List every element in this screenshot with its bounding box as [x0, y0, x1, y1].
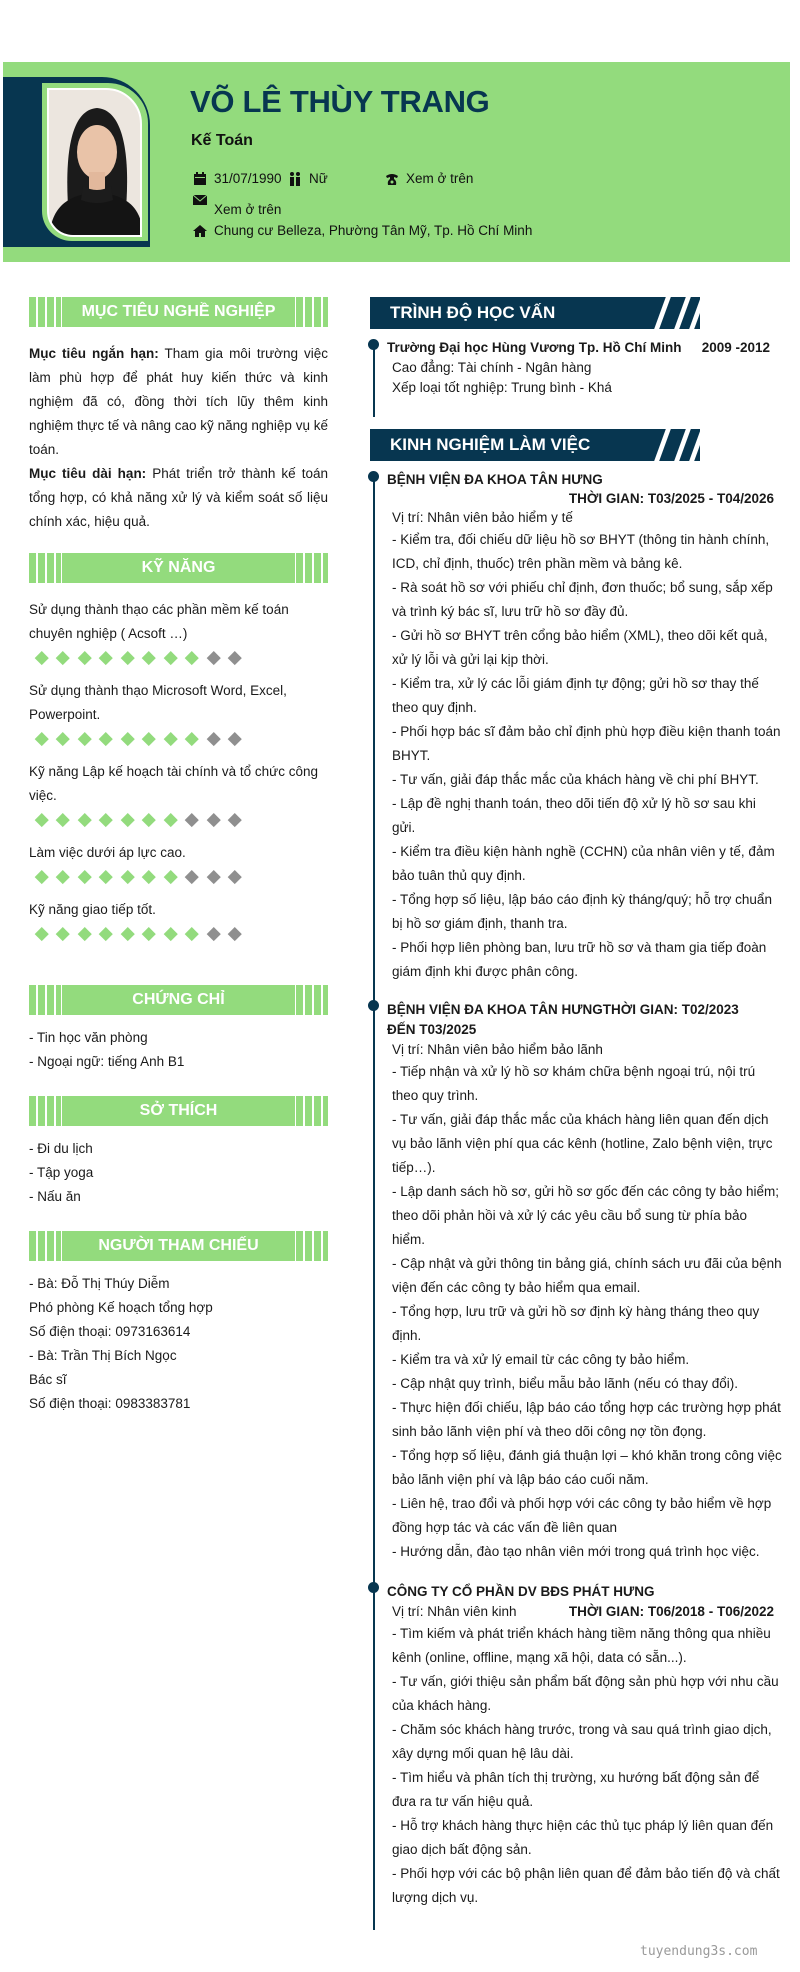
references-heading: NGƯỜI THAM CHIẾU: [29, 1231, 328, 1261]
hobby-item: - Nấu ăn: [29, 1189, 81, 1204]
hobby-item: - Đi du lịch: [29, 1141, 93, 1156]
job-duty: - Thực hiện đối chiếu, lập báo cáo tổng hợp các trường hợp phát sinh bảo lãnh viện phí và theo dõi công nợ tồn đọng.: [392, 1400, 781, 1439]
job-duty: - Kiểm tra, đối chiếu dữ liệu hồ sơ BHYT (thông tin hành chính, ICD, chỉ định, thuốc) trên phần mềm và bảng kê.: [392, 532, 770, 571]
skill-name: Kỹ năng Lập kế hoạch tài chính và tổ chức công việc.: [29, 764, 318, 803]
job-duty: - Tổng hợp số liệu, lập báo cáo định kỳ tháng/quý; hỗ trợ chuẩn bị hồ sơ giám định, thanh tra.: [392, 892, 772, 931]
rating-filled-icon: [164, 732, 177, 745]
rating-filled-icon: [35, 870, 48, 883]
gender-icon: [288, 172, 302, 186]
company-name: BỆNH VIỆN ĐA KHOA TÂN HƯNGTHỜI GIAN: T02/2023 ĐẾN T03/2025: [387, 1002, 739, 1037]
job-duty: - Phối hợp liên phòng ban, lưu trữ hồ sơ và tham gia tiếp đoàn giám định khi được phân công.: [392, 940, 767, 979]
job-duty: - Liên hệ, trao đổi và phối hợp với các công ty bảo hiểm về hợp đồng hợp tác và các vấn đề liên quan: [392, 1496, 772, 1535]
reference-line: Phó phòng Kế hoạch tổng hợp: [29, 1300, 213, 1315]
home-icon: [193, 224, 207, 238]
skill-item: [29, 898, 328, 946]
phone-icon: [385, 172, 399, 186]
rating-filled-icon: [142, 732, 155, 745]
rating-empty-icon: [185, 813, 198, 826]
job-duty: - Gửi hồ sơ BHYT trên cổng bảo hiểm (XML), theo dõi kết quả, xử lý lỗi và gửi lại kịp thời.: [392, 628, 768, 667]
rating-filled-icon: [78, 651, 91, 664]
rating-filled-icon: [99, 651, 112, 664]
rating-filled-icon: [164, 927, 177, 940]
job-duty: - Chăm sóc khách hàng trước, trong và sau quá trình giao dịch, xây dựng mối quan hệ lâu dài.: [392, 1722, 772, 1761]
watermark: tuyendung3s.com: [640, 1944, 758, 1959]
rating-filled-icon: [142, 927, 155, 940]
timeline-line: [373, 473, 375, 1930]
rating-filled-icon: [35, 651, 48, 664]
job-position: Vị trí: Nhân viên bảo hiểm y tế: [392, 510, 573, 525]
birthday-row: [193, 171, 282, 186]
rating-filled-icon: [121, 870, 134, 883]
rating-empty-icon: [207, 732, 220, 745]
objective-heading: MỤC TIÊU NGHỀ NGHIỆP: [29, 297, 328, 327]
phone-row: [385, 171, 473, 186]
gender-row: [288, 171, 328, 186]
skill-rating: [29, 808, 328, 832]
rating-filled-icon: [99, 870, 112, 883]
timeline-dot: [368, 339, 379, 350]
experience-entry: [387, 470, 782, 984]
skill-name: Sử dụng thành thạo các phần mềm kế toán chuyên nghiệp ( Acsoft …): [29, 602, 289, 641]
gender: Nữ: [309, 171, 328, 186]
skill-name: Sử dụng thành thạo Microsoft Word, Excel, Powerpoint.: [29, 683, 287, 722]
job-duty: - Hướng dẫn, đào tạo nhân viên mới trong quá trình học việc.: [392, 1544, 760, 1559]
rating-filled-icon: [121, 651, 134, 664]
skill-rating: [29, 922, 328, 946]
rating-filled-icon: [56, 870, 69, 883]
hobby-item: - Tập yoga: [29, 1165, 94, 1180]
job-position: Vị trí: Nhân viên bảo hiểm bảo lãnh: [392, 1042, 603, 1057]
job-duty: - Rà soát hồ sơ với phiếu chỉ định, đơn thuốc; bổ sung, sắp xếp và trình ký bác sĩ, lưu trữ hồ sơ đầy đủ.: [392, 580, 773, 619]
job-duty: - Tìm hiểu và phân tích thị trường, xu hướng bất động sản để đưa ra tư vấn hiệu quả.: [392, 1770, 760, 1809]
rating-filled-icon: [56, 651, 69, 664]
job-duty: - Tư vấn, giải đáp thắc mắc của khách hàng về chi phí BHYT.: [392, 772, 759, 787]
rating-filled-icon: [99, 927, 112, 940]
skill-rating: [29, 646, 328, 670]
company-name: BỆNH VIỆN ĐA KHOA TÂN HƯNG: [387, 472, 603, 487]
rating-filled-icon: [35, 813, 48, 826]
experience-entry: [387, 1000, 782, 1564]
rating-filled-icon: [99, 732, 112, 745]
job-time: THỜI GIAN: T06/2018 - T06/2022: [568, 1604, 774, 1619]
rating-filled-icon: [164, 651, 177, 664]
rating-filled-icon: [35, 927, 48, 940]
education-heading: TRÌNH ĐỘ HỌC VẤN: [370, 297, 700, 329]
rating-filled-icon: [164, 813, 177, 826]
certificates-heading: CHỨNG CHỈ: [29, 985, 328, 1015]
job-duty: - Hỗ trợ khách hàng thực hiện các thủ tục pháp lý liên quan đến giao dịch bất động sản.: [392, 1818, 774, 1857]
rating-filled-icon: [142, 813, 155, 826]
job-duty: - Kiểm tra, xử lý các lỗi giám định tự động; gửi hồ sơ thay thế theo quy định.: [392, 676, 759, 715]
reference-line: - Bà: Đỗ Thị Thúy Diễm: [29, 1276, 170, 1291]
skill-item: [29, 598, 328, 670]
birthday: 31/07/1990: [214, 171, 282, 186]
education-entry: [387, 338, 782, 398]
skills-list: [29, 598, 328, 955]
job-duty: - Tìm kiếm và phát triển khách hàng tiềm năng thông qua nhiều kênh (online, offline, mạng xã hội, data có sẵn...).: [392, 1626, 771, 1665]
skill-item: [29, 679, 328, 751]
rating-filled-icon: [56, 813, 69, 826]
job-duty: - Tư vấn, giải đáp thắc mắc của khách hàng liên quan đến dịch vụ bảo lãnh viện phí qua các kênh (hotline, Zalo bệnh viện, trực tiếp…).: [392, 1112, 773, 1175]
objective-text: Mục tiêu ngắn hạn: Tham gia môi trường việc làm phù hợp để phát huy kiến thức và kinh nghiệm đã có, đồng thời tích lũy thêm kinh nghiệm thực tế và nâng cao kỹ năng nghiệp vụ kế toán. Mục tiêu dài hạn: Phát triển trở thành kế toán tổng hợp, có khả năng xử lý và kiểm soát số liệu chính xác, hiệu quả.: [29, 346, 328, 529]
reference-line: Số điện thoại: 0983383781: [29, 1396, 191, 1411]
skill-rating: [29, 865, 328, 889]
job-duty: - Cập nhật và gửi thông tin bảng giá, chính sách ưu đãi của bệnh viện đến các công ty bảo hiểm qua email.: [392, 1256, 782, 1295]
job-duty: - Lập đề nghị thanh toán, theo dõi tiến độ xử lý hồ sơ sau khi gửi.: [392, 796, 756, 835]
timeline-dot: [368, 1000, 379, 1011]
rating-empty-icon: [185, 870, 198, 883]
rating-filled-icon: [78, 927, 91, 940]
address-row: [193, 223, 532, 238]
job-duty: - Kiểm tra điều kiện hành nghề (CCHN) của nhân viên y tế, đảm bảo tuân thủ quy định.: [392, 844, 775, 883]
skill-item: [29, 760, 328, 832]
rating-filled-icon: [56, 732, 69, 745]
rating-empty-icon: [207, 813, 220, 826]
reference-line: Số điện thoại: 0973163614: [29, 1324, 191, 1339]
avatar: [47, 88, 142, 237]
rating-filled-icon: [56, 927, 69, 940]
certificate-item: - Ngoại ngữ: tiếng Anh B1: [29, 1054, 185, 1069]
rating-empty-icon: [228, 813, 241, 826]
job-duty: - Tư vấn, giới thiệu sản phẩm bất động sản phù hợp với nhu cầu của khách hàng.: [392, 1674, 779, 1713]
rating-filled-icon: [142, 651, 155, 664]
job-time: THỜI GIAN: T03/2025 - T04/2026: [568, 491, 774, 506]
rating-filled-icon: [121, 927, 134, 940]
rating-filled-icon: [142, 870, 155, 883]
company-name: CÔNG TY CỔ PHẦN DV BĐS PHÁT HƯNG: [387, 1584, 655, 1599]
job-duty: - Phối hợp bác sĩ đảm bảo chỉ định phù hợp điều kiện thanh toán BHYT.: [392, 724, 781, 763]
job-duty: - Cập nhật quy trình, biểu mẫu bảo lãnh (nếu có thay đổi).: [392, 1376, 738, 1391]
school-name: Trường Đại học Hùng Vương Tp. Hồ Chí Minh: [387, 340, 682, 355]
job-title: Kế Toán: [191, 132, 253, 149]
email-row: [193, 193, 281, 217]
rating-filled-icon: [121, 813, 134, 826]
envelope-icon: [193, 193, 207, 207]
job-duty: - Tiếp nhận và xử lý hồ sơ khám chữa bệnh ngoại trú, nội trú theo quy trình.: [392, 1064, 756, 1103]
timeline-dot: [368, 1582, 379, 1593]
rating-empty-icon: [228, 927, 241, 940]
reference-line: Bác sĩ: [29, 1372, 67, 1387]
hobbies-list: [29, 1137, 328, 1209]
hobbies-heading: SỞ THÍCH: [29, 1096, 328, 1126]
rating-filled-icon: [99, 813, 112, 826]
experience-entry: [387, 1582, 782, 1910]
rating-empty-icon: [228, 732, 241, 745]
rating-empty-icon: [207, 651, 220, 664]
candidate-name: VÕ LÊ THÙY TRANG: [190, 84, 490, 119]
phone: Xem ở trên: [406, 171, 474, 186]
rating-filled-icon: [78, 813, 91, 826]
timeline-dot: [368, 471, 379, 482]
job-duty: - Lập danh sách hồ sơ, gửi hồ sơ gốc đến các công ty bảo hiểm; theo dõi phản hồi và xử lý các yêu cầu bổ sung từ phía bảo hiểm.: [392, 1184, 779, 1247]
rating-filled-icon: [185, 927, 198, 940]
job-duty: - Kiểm tra và xử lý email từ các công ty bảo hiểm.: [392, 1352, 690, 1367]
rating-filled-icon: [185, 732, 198, 745]
rating-empty-icon: [228, 870, 241, 883]
rating-empty-icon: [228, 651, 241, 664]
skills-heading: KỸ NĂNG: [29, 553, 328, 583]
calendar-icon: [193, 172, 207, 186]
rating-filled-icon: [78, 870, 91, 883]
rating-filled-icon: [121, 732, 134, 745]
school-years: 2009 -2012: [701, 340, 770, 355]
skill-name: Kỹ năng giao tiếp tốt.: [29, 902, 156, 917]
job-duty: - Tổng hợp, lưu trữ và gửi hồ sơ định kỳ hàng tháng theo quy định.: [392, 1304, 760, 1343]
grade: Xếp loại tốt nghiệp: Trung bình - Khá: [392, 380, 612, 395]
rating-filled-icon: [164, 870, 177, 883]
rating-filled-icon: [35, 732, 48, 745]
address: Chung cư Belleza, Phường Tân Mỹ, Tp. Hồ Chí Minh: [214, 223, 533, 238]
experience-heading: KINH NGHIỆM LÀM VIỆC: [370, 429, 700, 461]
skill-rating: [29, 727, 328, 751]
skill-item: [29, 841, 328, 889]
reference-line: - Bà: Trần Thị Bích Ngọc: [29, 1348, 177, 1363]
certificate-item: - Tin học văn phòng: [29, 1030, 148, 1045]
rating-filled-icon: [78, 732, 91, 745]
rating-filled-icon: [185, 651, 198, 664]
email: Xem ở trên: [214, 202, 282, 217]
skill-name: Làm việc dưới áp lực cao.: [29, 845, 186, 860]
rating-empty-icon: [207, 927, 220, 940]
timeline-line: [373, 341, 375, 417]
references-list: [29, 1272, 328, 1416]
job-position: Vị trí: Nhân viên kinh: [392, 1604, 517, 1619]
job-duty: - Phối hợp với các bộ phận liên quan để đảm bảo tiến độ và chất lượng dịch vụ.: [392, 1866, 780, 1905]
major: Cao đẳng: Tài chính - Ngân hàng: [392, 360, 592, 375]
rating-empty-icon: [207, 870, 220, 883]
job-duty: - Tổng hợp số liệu, đánh giá thuận lợi – khó khăn trong công việc bảo lãnh viện phí và lập báo cáo cuối năm.: [392, 1448, 782, 1487]
certificates-list: [29, 1026, 328, 1074]
